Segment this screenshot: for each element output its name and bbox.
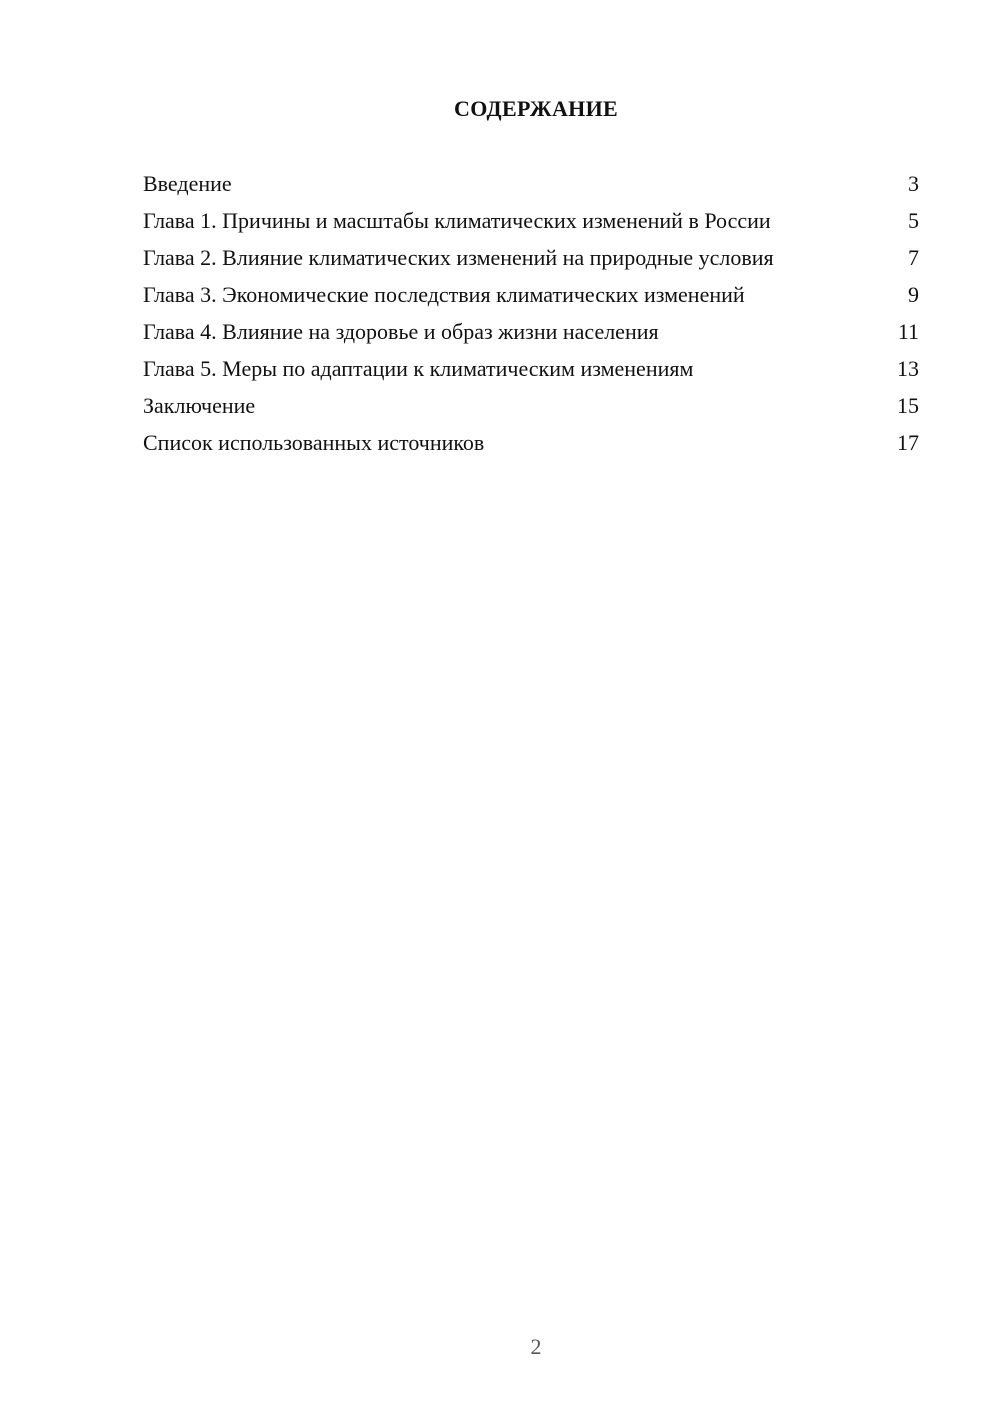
toc-entry-introduction	[143, 170, 919, 197]
toc-entry-text: Список использованных источников	[143, 430, 485, 455]
toc-entry-chapter-3	[143, 281, 919, 308]
toc-entry-page: 9	[908, 282, 919, 307]
toc-entry-conclusion	[143, 392, 919, 419]
toc-entry-text: Глава 1. Причины и масштабы климатических изменений в России	[143, 208, 771, 233]
toc-entry-chapter-5	[143, 355, 919, 382]
toc-entry-page: 13	[897, 356, 919, 381]
toc-entry-text: Глава 2. Влияние климатических изменений на природные условия	[143, 245, 774, 270]
toc-entry-chapter-4	[143, 318, 919, 345]
toc-entry-references	[143, 429, 919, 456]
toc-entry-page: 17	[897, 430, 919, 455]
table-of-contents	[143, 170, 919, 466]
toc-entry-page: 7	[908, 245, 919, 270]
toc-entry-text: Заключение	[143, 393, 256, 418]
toc-title: СОДЕРЖАНИЕ	[454, 96, 618, 121]
page-number: 2	[530, 1334, 542, 1359]
toc-entry-text: Глава 5. Меры по адаптации к климатическим изменениям	[143, 356, 694, 381]
toc-entry-chapter-1	[143, 207, 919, 234]
toc-entry-chapter-2	[143, 244, 919, 271]
toc-entry-page: 15	[897, 393, 919, 418]
toc-entry-text: Введение	[143, 171, 232, 196]
toc-entry-text: Глава 3. Экономические последствия климатических изменений	[143, 282, 745, 307]
toc-entry-page: 3	[908, 171, 919, 196]
toc-entry-page: 5	[908, 208, 919, 233]
toc-entry-page: 11	[897, 319, 919, 344]
toc-entry-text: Глава 4. Влияние на здоровье и образ жизни населения	[143, 319, 659, 344]
